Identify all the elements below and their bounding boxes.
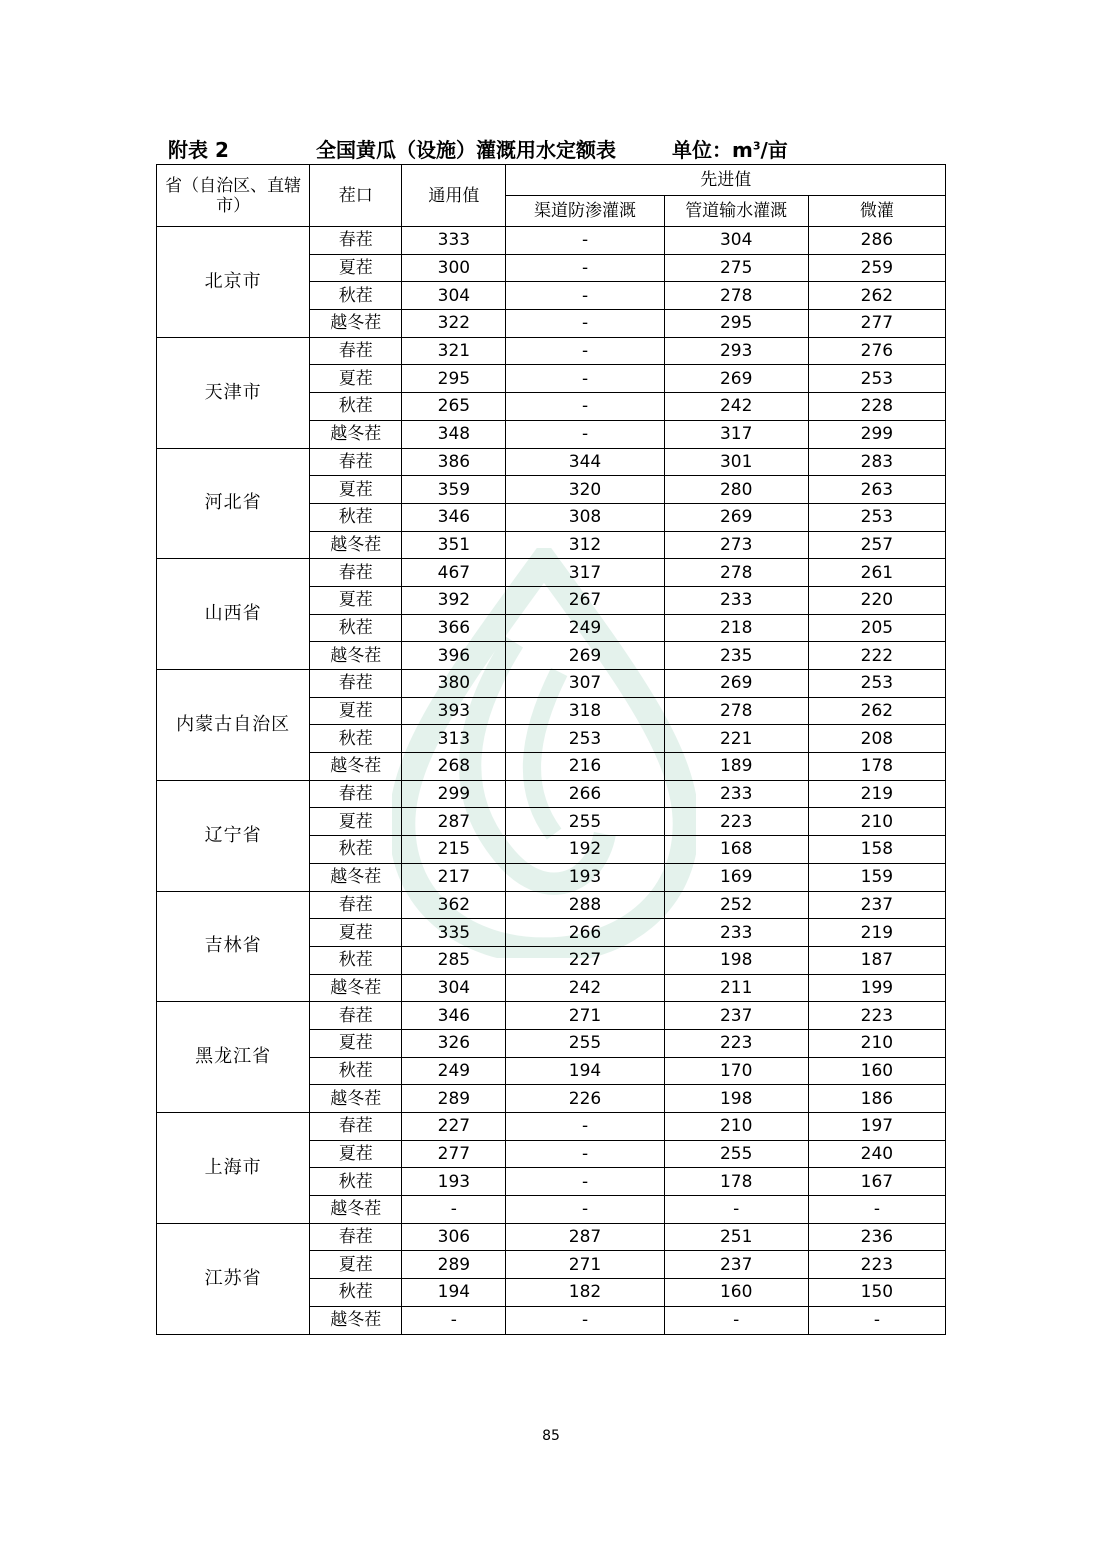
micro-value-cell: - [808, 1196, 945, 1224]
pipe-value-cell: 189 [664, 753, 808, 781]
table-row [157, 1223, 946, 1251]
pipe-value-cell: 273 [664, 531, 808, 559]
province-cell: 江苏省 [157, 1223, 310, 1334]
micro-value-cell: 159 [808, 863, 945, 891]
general-value-cell: 380 [402, 670, 506, 698]
micro-value-cell: 167 [808, 1168, 945, 1196]
crop-cell: 秋茬 [310, 836, 402, 864]
canal-value-cell: 193 [506, 863, 664, 891]
canal-value-cell: 317 [506, 559, 664, 587]
canal-value-cell: - [506, 1306, 664, 1334]
general-value-cell: 346 [402, 503, 506, 531]
pipe-value-cell: 301 [664, 448, 808, 476]
province-cell: 辽宁省 [157, 780, 310, 891]
pipe-value-cell: 269 [664, 670, 808, 698]
general-value-cell: 285 [402, 946, 506, 974]
general-value-cell: 277 [402, 1140, 506, 1168]
water-quota-table [156, 164, 946, 1335]
pipe-value-cell: 198 [664, 1085, 808, 1113]
micro-value-cell: 240 [808, 1140, 945, 1168]
canal-value-cell: 271 [506, 1002, 664, 1030]
general-value-cell: 268 [402, 753, 506, 781]
general-value-cell: 287 [402, 808, 506, 836]
canal-value-cell: 344 [506, 448, 664, 476]
pipe-value-cell: 295 [664, 310, 808, 338]
micro-value-cell: 160 [808, 1057, 945, 1085]
canal-value-cell: - [506, 365, 664, 393]
pipe-value-cell: 255 [664, 1140, 808, 1168]
pipe-value-cell: 278 [664, 282, 808, 310]
crop-cell: 夏茬 [310, 919, 402, 947]
pipe-value-cell: 252 [664, 891, 808, 919]
unit-suffix: /亩 [760, 138, 788, 162]
canal-value-cell: - [506, 310, 664, 338]
crop-cell: 秋茬 [310, 614, 402, 642]
general-value-cell: 265 [402, 393, 506, 421]
general-value-cell: 313 [402, 725, 506, 753]
micro-value-cell: 222 [808, 642, 945, 670]
pipe-value-cell: 235 [664, 642, 808, 670]
micro-value-cell: 219 [808, 919, 945, 947]
crop-cell: 越冬茬 [310, 1306, 402, 1334]
general-value-cell: 299 [402, 780, 506, 808]
pipe-value-cell: 280 [664, 476, 808, 504]
canal-value-cell: 307 [506, 670, 664, 698]
province-cell: 河北省 [157, 448, 310, 559]
unit-prefix: 单位：m [672, 138, 753, 162]
table-row [157, 891, 946, 919]
micro-value-cell: 253 [808, 670, 945, 698]
crop-cell: 春茬 [310, 1113, 402, 1141]
general-value-cell: - [402, 1306, 506, 1334]
canal-value-cell: 312 [506, 531, 664, 559]
crop-cell: 越冬茬 [310, 1196, 402, 1224]
pipe-value-cell: - [664, 1196, 808, 1224]
general-value-cell: 306 [402, 1223, 506, 1251]
micro-value-cell: 187 [808, 946, 945, 974]
micro-value-cell: 223 [808, 1251, 945, 1279]
micro-value-cell: 299 [808, 420, 945, 448]
general-value-cell: - [402, 1196, 506, 1224]
micro-value-cell: 210 [808, 1029, 945, 1057]
pipe-value-cell: 269 [664, 503, 808, 531]
header-pipe: 管道输水灌溉 [664, 196, 808, 227]
general-value-cell: 392 [402, 586, 506, 614]
general-value-cell: 386 [402, 448, 506, 476]
table-row [157, 559, 946, 587]
micro-value-cell: 286 [808, 227, 945, 255]
general-value-cell: 289 [402, 1251, 506, 1279]
general-value-cell: 304 [402, 282, 506, 310]
header-advanced: 先进值 [506, 165, 946, 196]
pipe-value-cell: 218 [664, 614, 808, 642]
micro-value-cell: 253 [808, 503, 945, 531]
crop-cell: 春茬 [310, 891, 402, 919]
province-cell: 山西省 [157, 559, 310, 670]
micro-value-cell: 236 [808, 1223, 945, 1251]
province-cell: 上海市 [157, 1113, 310, 1224]
table-row [157, 1002, 946, 1030]
crop-cell: 春茬 [310, 1223, 402, 1251]
general-value-cell: 295 [402, 365, 506, 393]
micro-value-cell: 158 [808, 836, 945, 864]
pipe-value-cell: 198 [664, 946, 808, 974]
general-value-cell: 193 [402, 1168, 506, 1196]
micro-value-cell: 262 [808, 697, 945, 725]
general-value-cell: 362 [402, 891, 506, 919]
pipe-value-cell: 211 [664, 974, 808, 1002]
micro-value-cell: 150 [808, 1279, 945, 1307]
micro-value-cell: 186 [808, 1085, 945, 1113]
general-value-cell: 333 [402, 227, 506, 255]
general-value-cell: 351 [402, 531, 506, 559]
pipe-value-cell: 223 [664, 808, 808, 836]
pipe-value-cell: 169 [664, 863, 808, 891]
canal-value-cell: - [506, 393, 664, 421]
table-row [157, 337, 946, 365]
pipe-value-cell: 160 [664, 1279, 808, 1307]
canal-value-cell: 192 [506, 836, 664, 864]
header-crop: 茬口 [310, 165, 402, 227]
micro-value-cell: 277 [808, 310, 945, 338]
general-value-cell: 359 [402, 476, 506, 504]
canal-value-cell: 308 [506, 503, 664, 531]
general-value-cell: 227 [402, 1113, 506, 1141]
crop-cell: 春茬 [310, 337, 402, 365]
crop-cell: 秋茬 [310, 725, 402, 753]
crop-cell: 越冬茬 [310, 420, 402, 448]
crop-cell: 夏茬 [310, 586, 402, 614]
crop-cell: 秋茬 [310, 393, 402, 421]
crop-cell: 春茬 [310, 227, 402, 255]
general-value-cell: 249 [402, 1057, 506, 1085]
pipe-value-cell: 233 [664, 586, 808, 614]
pipe-value-cell: 233 [664, 919, 808, 947]
crop-cell: 夏茬 [310, 697, 402, 725]
crop-cell: 越冬茬 [310, 310, 402, 338]
pipe-value-cell: 237 [664, 1002, 808, 1030]
pipe-value-cell: 242 [664, 393, 808, 421]
crop-cell: 秋茬 [310, 1057, 402, 1085]
canal-value-cell: - [506, 227, 664, 255]
table-row [157, 448, 946, 476]
crop-cell: 春茬 [310, 670, 402, 698]
crop-cell: 夏茬 [310, 365, 402, 393]
pipe-value-cell: 278 [664, 697, 808, 725]
general-value-cell: 321 [402, 337, 506, 365]
crop-cell: 秋茬 [310, 1279, 402, 1307]
unit-superscript: 3 [752, 139, 761, 153]
general-value-cell: 217 [402, 863, 506, 891]
micro-value-cell: 210 [808, 808, 945, 836]
micro-value-cell: 276 [808, 337, 945, 365]
canal-value-cell: 266 [506, 919, 664, 947]
crop-cell: 越冬茬 [310, 642, 402, 670]
canal-value-cell: - [506, 1196, 664, 1224]
table-title: 全国黄瓜（设施）灌溉用水定额表 [316, 138, 616, 162]
canal-value-cell: 269 [506, 642, 664, 670]
canal-value-cell: 182 [506, 1279, 664, 1307]
pipe-value-cell: 237 [664, 1251, 808, 1279]
crop-cell: 春茬 [310, 1002, 402, 1030]
canal-value-cell: 242 [506, 974, 664, 1002]
crop-cell: 越冬茬 [310, 753, 402, 781]
province-cell: 吉林省 [157, 891, 310, 1002]
general-value-cell: 215 [402, 836, 506, 864]
province-cell: 黑龙江省 [157, 1002, 310, 1113]
micro-value-cell: 257 [808, 531, 945, 559]
pipe-value-cell: 221 [664, 725, 808, 753]
general-value-cell: 194 [402, 1279, 506, 1307]
canal-value-cell: 271 [506, 1251, 664, 1279]
pipe-value-cell: 317 [664, 420, 808, 448]
canal-value-cell: 288 [506, 891, 664, 919]
micro-value-cell: 283 [808, 448, 945, 476]
micro-value-cell: 237 [808, 891, 945, 919]
micro-value-cell: 228 [808, 393, 945, 421]
canal-value-cell: - [506, 337, 664, 365]
general-value-cell: 348 [402, 420, 506, 448]
header-micro: 微灌 [808, 196, 945, 227]
canal-value-cell: 226 [506, 1085, 664, 1113]
province-cell: 内蒙古自治区 [157, 670, 310, 781]
pipe-value-cell: 269 [664, 365, 808, 393]
pipe-value-cell: 233 [664, 780, 808, 808]
crop-cell: 越冬茬 [310, 974, 402, 1002]
micro-value-cell: 259 [808, 254, 945, 282]
micro-value-cell: 263 [808, 476, 945, 504]
micro-value-cell: 178 [808, 753, 945, 781]
general-value-cell: 304 [402, 974, 506, 1002]
micro-value-cell: 223 [808, 1002, 945, 1030]
page-number: 85 [542, 1428, 560, 1444]
general-value-cell: 322 [402, 310, 506, 338]
crop-cell: 夏茬 [310, 808, 402, 836]
canal-value-cell: - [506, 1140, 664, 1168]
header-canal: 渠道防渗灌溉 [506, 196, 664, 227]
table-row [157, 1113, 946, 1141]
unit-label [672, 134, 788, 163]
pipe-value-cell: 223 [664, 1029, 808, 1057]
micro-value-cell: 197 [808, 1113, 945, 1141]
crop-cell: 秋茬 [310, 946, 402, 974]
canal-value-cell: 216 [506, 753, 664, 781]
crop-cell: 秋茬 [310, 503, 402, 531]
micro-value-cell: - [808, 1306, 945, 1334]
table-body [157, 227, 946, 1335]
crop-cell: 夏茬 [310, 1029, 402, 1057]
micro-value-cell: 253 [808, 365, 945, 393]
crop-cell: 春茬 [310, 780, 402, 808]
crop-cell: 秋茬 [310, 1168, 402, 1196]
general-value-cell: 366 [402, 614, 506, 642]
crop-cell: 越冬茬 [310, 531, 402, 559]
province-cell: 天津市 [157, 337, 310, 448]
general-value-cell: 346 [402, 1002, 506, 1030]
general-value-cell: 396 [402, 642, 506, 670]
crop-cell: 夏茬 [310, 254, 402, 282]
micro-value-cell: 261 [808, 559, 945, 587]
micro-value-cell: 220 [808, 586, 945, 614]
pipe-value-cell: 293 [664, 337, 808, 365]
canal-value-cell: - [506, 254, 664, 282]
canal-value-cell: 255 [506, 808, 664, 836]
pipe-value-cell: 304 [664, 227, 808, 255]
header-general: 通用值 [402, 165, 506, 227]
general-value-cell: 393 [402, 697, 506, 725]
province-cell: 北京市 [157, 227, 310, 338]
micro-value-cell: 199 [808, 974, 945, 1002]
canal-value-cell: - [506, 1168, 664, 1196]
pipe-value-cell: 210 [664, 1113, 808, 1141]
pipe-value-cell: 168 [664, 836, 808, 864]
general-value-cell: 300 [402, 254, 506, 282]
micro-value-cell: 262 [808, 282, 945, 310]
canal-value-cell: 267 [506, 586, 664, 614]
crop-cell: 夏茬 [310, 476, 402, 504]
canal-value-cell: - [506, 282, 664, 310]
crop-cell: 夏茬 [310, 1140, 402, 1168]
appendix-label: 附表 2 [168, 138, 229, 162]
pipe-value-cell: 278 [664, 559, 808, 587]
crop-cell: 夏茬 [310, 1251, 402, 1279]
canal-value-cell: 320 [506, 476, 664, 504]
micro-value-cell: 205 [808, 614, 945, 642]
canal-value-cell: - [506, 420, 664, 448]
micro-value-cell: 219 [808, 780, 945, 808]
pipe-value-cell: 178 [664, 1168, 808, 1196]
canal-value-cell: 318 [506, 697, 664, 725]
table-caption [168, 134, 948, 164]
table-row [157, 670, 946, 698]
crop-cell: 秋茬 [310, 282, 402, 310]
crop-cell: 春茬 [310, 559, 402, 587]
crop-cell: 春茬 [310, 448, 402, 476]
general-value-cell: 289 [402, 1085, 506, 1113]
crop-cell: 越冬茬 [310, 863, 402, 891]
pipe-value-cell: 251 [664, 1223, 808, 1251]
header-province: 省（自治区、直辖市） [157, 165, 310, 227]
pipe-value-cell: 170 [664, 1057, 808, 1085]
general-value-cell: 467 [402, 559, 506, 587]
canal-value-cell: 266 [506, 780, 664, 808]
table-row [157, 227, 946, 255]
canal-value-cell: - [506, 1113, 664, 1141]
canal-value-cell: 194 [506, 1057, 664, 1085]
pipe-value-cell: - [664, 1306, 808, 1334]
canal-value-cell: 253 [506, 725, 664, 753]
crop-cell: 越冬茬 [310, 1085, 402, 1113]
canal-value-cell: 249 [506, 614, 664, 642]
canal-value-cell: 287 [506, 1223, 664, 1251]
canal-value-cell: 227 [506, 946, 664, 974]
micro-value-cell: 208 [808, 725, 945, 753]
general-value-cell: 326 [402, 1029, 506, 1057]
general-value-cell: 335 [402, 919, 506, 947]
table-row [157, 780, 946, 808]
pipe-value-cell: 275 [664, 254, 808, 282]
canal-value-cell: 255 [506, 1029, 664, 1057]
